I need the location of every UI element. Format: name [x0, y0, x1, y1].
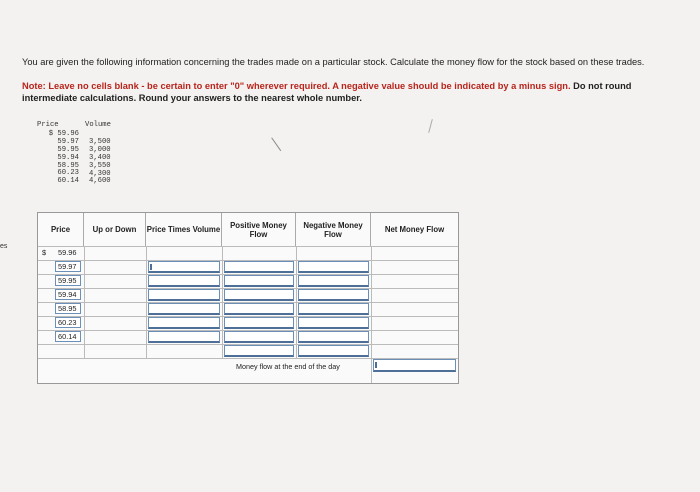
row-divider [38, 246, 458, 247]
net-money-flow-end-of-day-input[interactable] [373, 359, 456, 372]
price-times-volume-input[interactable] [148, 275, 220, 287]
positive-money-flow-input[interactable] [224, 275, 294, 287]
input-marker [375, 362, 377, 368]
given-volume: 3,000 [89, 145, 111, 154]
price-cell [38, 274, 84, 288]
positive-money-flow-input[interactable] [224, 331, 294, 343]
price-times-volume-input[interactable] [148, 303, 220, 315]
question-note [22, 80, 672, 104]
currency-symbol: $ [42, 248, 47, 257]
header-net-money-flow: Net Money Flow [384, 225, 445, 234]
column-divider [146, 246, 147, 358]
price-cell [38, 330, 84, 344]
column-divider [222, 246, 223, 358]
given-prices-column [37, 131, 79, 186]
price-value: 60.23 [58, 318, 77, 327]
price-cell [38, 246, 84, 260]
given-volume-header: Volume [85, 121, 111, 129]
header-up-or-down: Up or Down [84, 213, 146, 246]
given-volume: 4,300 [89, 169, 111, 178]
positive-money-flow-input[interactable] [224, 303, 294, 315]
price-times-volume-input[interactable] [148, 331, 220, 343]
price-times-volume-input[interactable] [148, 289, 220, 301]
price-value: 59.95 [58, 276, 77, 285]
header-price: Price [38, 213, 84, 246]
given-volume: 3,550 [89, 161, 111, 170]
given-volume: 4,600 [89, 177, 111, 186]
price-value: 59.97 [58, 262, 77, 271]
money-flow-table [37, 212, 459, 384]
price-cell [38, 288, 84, 302]
negative-money-flow-input[interactable] [298, 317, 369, 329]
given-price: 59.94 [57, 153, 79, 162]
note-rest-text: Do not round intermediate calculations. Round your answers to the nearest whole number. [22, 81, 632, 103]
price-times-volume-input[interactable] [148, 261, 220, 273]
given-price-header: Price [37, 121, 59, 129]
given-data-table [33, 122, 128, 194]
cursor-mark [428, 119, 433, 133]
price-value: 59.94 [58, 290, 77, 299]
price-cell [38, 316, 84, 330]
header-price-times-volume: Price Times Volume [146, 213, 222, 246]
input-marker [150, 264, 152, 270]
note-red-text: Note: Leave no cells blank - be certain to enter "0" wherever required. A negative value should be indicated by a minus sign. [22, 81, 571, 91]
money-flow-end-label: Money flow at the end of the day [236, 362, 340, 371]
question-intro: You are given the following information concerning the trades made on a particular stock. Calculate the money flow for the stock based on these trades. [22, 57, 645, 67]
negative-money-flow-input[interactable] [298, 289, 369, 301]
price-value: 58.95 [58, 304, 77, 313]
price-cell [38, 260, 84, 274]
given-volume: 3,400 [89, 153, 111, 162]
price-value: 59.96 [58, 248, 77, 257]
given-price: 60.23 [57, 169, 79, 178]
given-price: 58.95 [57, 161, 79, 170]
negative-money-flow-input[interactable] [298, 275, 369, 287]
column-divider [296, 246, 297, 358]
price-times-volume-input[interactable] [148, 317, 220, 329]
price-value: 60.14 [58, 332, 77, 341]
cursor-mark [271, 133, 288, 151]
column-divider [371, 246, 372, 383]
given-price: 59.95 [57, 145, 79, 154]
given-price: $ 59.96 [48, 130, 79, 138]
header-positive-money-flow: Positive Money Flow [222, 213, 296, 246]
negative-money-flow-input[interactable] [298, 261, 369, 273]
header-negative-money-flow: Negative Money Flow [296, 213, 371, 246]
column-divider [84, 246, 85, 358]
given-price: 60.14 [57, 177, 79, 186]
positive-money-flow-input[interactable] [224, 261, 294, 273]
positive-money-flow-total-input[interactable] [224, 345, 294, 357]
negative-money-flow-input[interactable] [298, 331, 369, 343]
given-volume: 3,500 [89, 138, 111, 146]
positive-money-flow-input[interactable] [224, 289, 294, 301]
cropped-edge-text: es [0, 243, 8, 250]
price-cell [38, 302, 84, 316]
given-price: 59.97 [57, 137, 79, 146]
negative-money-flow-total-input[interactable] [298, 345, 369, 357]
negative-money-flow-input[interactable] [298, 303, 369, 315]
given-volumes-column [89, 139, 111, 186]
positive-money-flow-input[interactable] [224, 317, 294, 329]
